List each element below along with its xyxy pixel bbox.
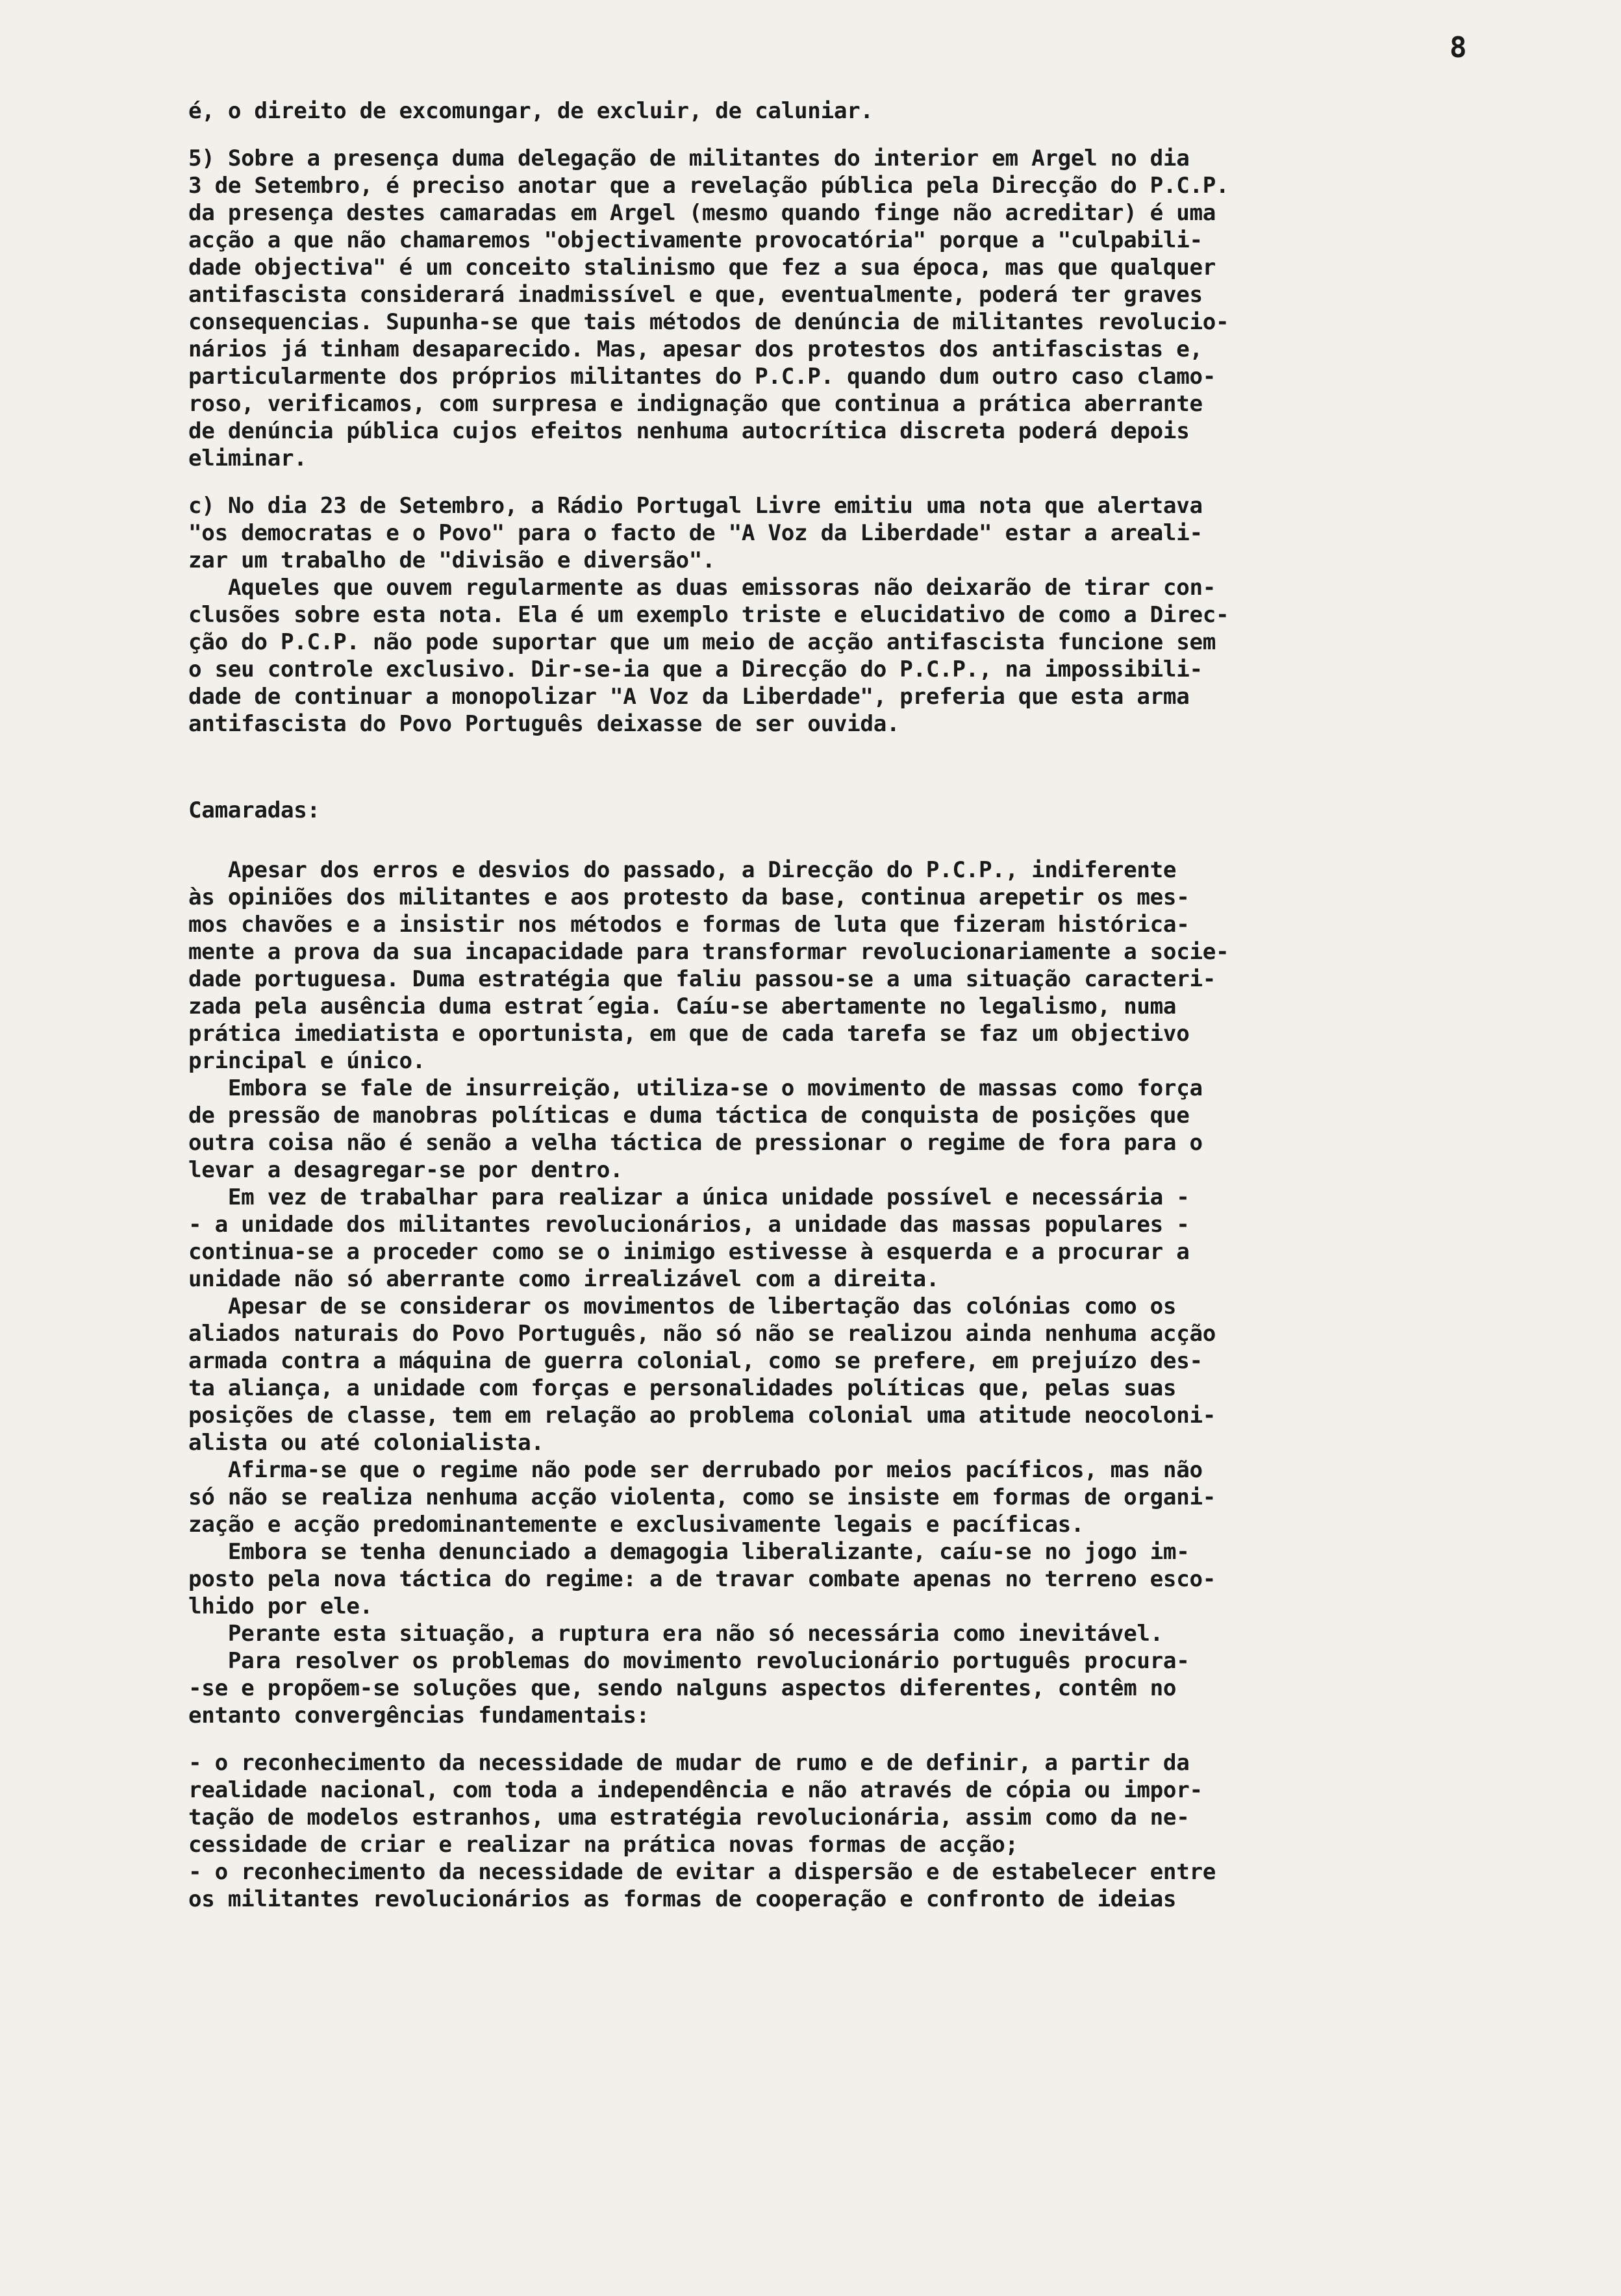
text-line: Apesar dos erros e desvios do passado, a Direcção do P.C.P., indiferente xyxy=(188,857,1177,883)
text-line: Afirma-se que o regime não pode ser derrubado por meios pacíficos, mas não xyxy=(188,1457,1203,1483)
text-line: c) No dia 23 de Setembro, a Rádio Portugal Livre emitiu uma nota que alertava xyxy=(188,493,1203,519)
text-line: eliminar. xyxy=(188,445,307,471)
text-line: unidade não só aberrante como irrealizável com a direita. xyxy=(188,1266,940,1292)
text-line: ção do P.C.P. não pode suportar que um meio de acção antifascista funcione sem xyxy=(188,629,1216,655)
text-line: os militantes revolucionários as formas de cooperação e confronto de ideias xyxy=(188,1886,1177,1912)
text-line: de pressão de manobras políticas e duma táctica de conquista de posições que xyxy=(188,1103,1190,1129)
text-line: - o reconhecimento da necessidade de evitar a dispersão e de estabelecer entre xyxy=(188,1859,1216,1885)
text-line: particularmente dos próprios militantes do P.C.P. quando dum outro caso clamo- xyxy=(188,364,1216,390)
text-line: o seu controle exclusivo. Dir-se-ia que a Direcção do P.C.P., na impossibili- xyxy=(188,656,1203,682)
text-line: Aqueles que ouvem regularmente as duas emissoras não deixarão de tirar con- xyxy=(188,575,1216,601)
text-line: Perante esta situação, a ruptura era não só necessária como inevitável. xyxy=(188,1621,1163,1647)
blank-line xyxy=(188,824,1569,856)
text-line: dade objectiva" é um conceito stalinismo que fez a sua época, mas que qualquer xyxy=(188,255,1216,281)
text-line: nários já tinham desaparecido. Mas, apesar dos protestos dos antifascistas e, xyxy=(188,336,1203,362)
text-line: roso, verificamos, com surpresa e indignação que continua a prática aberrante xyxy=(188,391,1203,417)
text-line: prática imediatista e oportunista, em que de cada tarefa se faz um objectivo xyxy=(188,1021,1190,1047)
text-line: "os democratas e o Povo" para o facto de "A Voz da Liberdade" estar a areali- xyxy=(188,520,1203,546)
text-line: clusões sobre esta nota. Ela é um exemplo triste e elucidativo de como a Direc- xyxy=(188,602,1229,628)
text-line: dade portuguesa. Duma estratégia que faliu passou-se a uma situação caracteri- xyxy=(188,966,1216,992)
text-line: é, o direito de excomungar, de excluir, de caluniar. xyxy=(188,98,873,124)
section-heading: Camaradas: xyxy=(188,797,320,823)
text-line: Embora se tenha denunciado a demagogia liberalizante, caíu-se no jogo im- xyxy=(188,1539,1190,1565)
text-line: só não se realiza nenhuma acção violenta, como se insiste em formas de organi- xyxy=(188,1484,1216,1510)
text-line: Apesar de se considerar os movimentos de libertação das colónias como os xyxy=(188,1293,1177,1319)
text-line: -se e propõem-se soluções que, sendo nalguns aspectos diferentes, contêm no xyxy=(188,1675,1177,1701)
blank-line xyxy=(188,1729,1569,1749)
text-line: antifascista do Povo Português deixasse de ser ouvida. xyxy=(188,711,900,737)
text-line: Embora se fale de insurreição, utiliza-se o movimento de massas como força xyxy=(188,1075,1203,1101)
blank-line xyxy=(188,738,1569,758)
text-line: - o reconhecimento da necessidade de mudar de rumo e de definir, a partir da xyxy=(188,1750,1190,1776)
text-line: principal e único. xyxy=(188,1048,426,1074)
text-line: mente a prova da sua incapacidade para transformar revolucionariamente a socie- xyxy=(188,939,1229,965)
text-line: da presença destes camaradas em Argel (mesmo quando finge não acreditar) é uma xyxy=(188,200,1216,226)
text-line: consequencias. Supunha-se que tais métodos de denúncia de militantes revolucio- xyxy=(188,309,1229,335)
text-line: de denúncia pública cujos efeitos nenhuma autocrítica discreta poderá depois xyxy=(188,418,1190,444)
text-line: às opiniões dos militantes e aos protesto da base, continua arepetir os mes- xyxy=(188,884,1190,910)
page-number: 8 xyxy=(1450,31,1467,64)
text-line: mos chavões e a insistir nos métodos e formas de luta que fizeram históricа- xyxy=(188,912,1190,938)
text-line: cessidade de criar e realizar na prática novas formas de acção; xyxy=(188,1832,1018,1858)
text-line: 5) Sobre a presença duma delegação de militantes do interior em Argel no dia xyxy=(188,145,1190,171)
blank-line xyxy=(188,125,1569,145)
text-line: levar a desagregar-se por dentro. xyxy=(188,1157,623,1183)
text-line: alista ou até colonialista. xyxy=(188,1430,544,1456)
text-line: lhido por ele. xyxy=(188,1593,373,1619)
text-line: zação e acção predominantemente e exclusivamente legais e pacíficas. xyxy=(188,1512,1085,1538)
text-line: Em vez de trabalhar para realizar a única unidade possível e necessária - xyxy=(188,1184,1190,1210)
text-line: zada pela ausência duma estrat´egia. Caíu-se abertamente no legalismo, numa xyxy=(188,993,1177,1019)
text-line: realidade nacional, com toda a independência e não através de cópia ou impor- xyxy=(188,1777,1203,1803)
text-line: - a unidade dos militantes revolucionários, a unidade das massas populares - xyxy=(188,1212,1190,1238)
text-line: 3 de Setembro, é preciso anotar que a revelação pública pela Direcção do P.C.P. xyxy=(188,173,1229,199)
text-line: outra coisa não é senão a velha táctica de pressionar o regime de fora para o xyxy=(188,1130,1203,1156)
text-line: entanto convergências fundamentais: xyxy=(188,1703,649,1728)
text-line: continua-se a proceder como se o inimigo estivesse à esquerda e a procurar a xyxy=(188,1239,1190,1265)
document-body xyxy=(188,97,1569,1913)
text-line: dade de continuar a monopolizar "A Voz da Liberdade", preferia que esta arma xyxy=(188,684,1190,710)
text-line: antifascista considerará inadmissível e que, eventualmente, poderá ter graves xyxy=(188,282,1203,308)
text-line: armada contra a máquina de guerra colonial, como se prefere, em prejuízo des- xyxy=(188,1348,1203,1374)
text-line: posto pela nova táctica do regime: a de travar combate apenas no terreno esco- xyxy=(188,1566,1216,1592)
blank-line xyxy=(188,472,1569,492)
text-line: acção a que não chamaremos "objectivamente provocatória" porque a "culpabili- xyxy=(188,227,1203,253)
text-line: ta aliança, a unidade com forças e personalidades políticas que, pelas suas xyxy=(188,1375,1177,1401)
blank-line xyxy=(188,758,1569,797)
text-line: Para resolver os problemas do movimento revolucionário português procura- xyxy=(188,1648,1190,1674)
text-line: tação de modelos estranhos, uma estratégia revolucionária, assim como da ne- xyxy=(188,1804,1190,1830)
text-line: aliados naturais do Povo Português, não só não se realizou ainda nenhuma acção xyxy=(188,1321,1216,1347)
text-line: zar um trabalho de "divisão e diversão". xyxy=(188,547,716,573)
text-line: posições de classe, tem em relação ao problema colonial uma atitude neocoloni- xyxy=(188,1403,1216,1429)
